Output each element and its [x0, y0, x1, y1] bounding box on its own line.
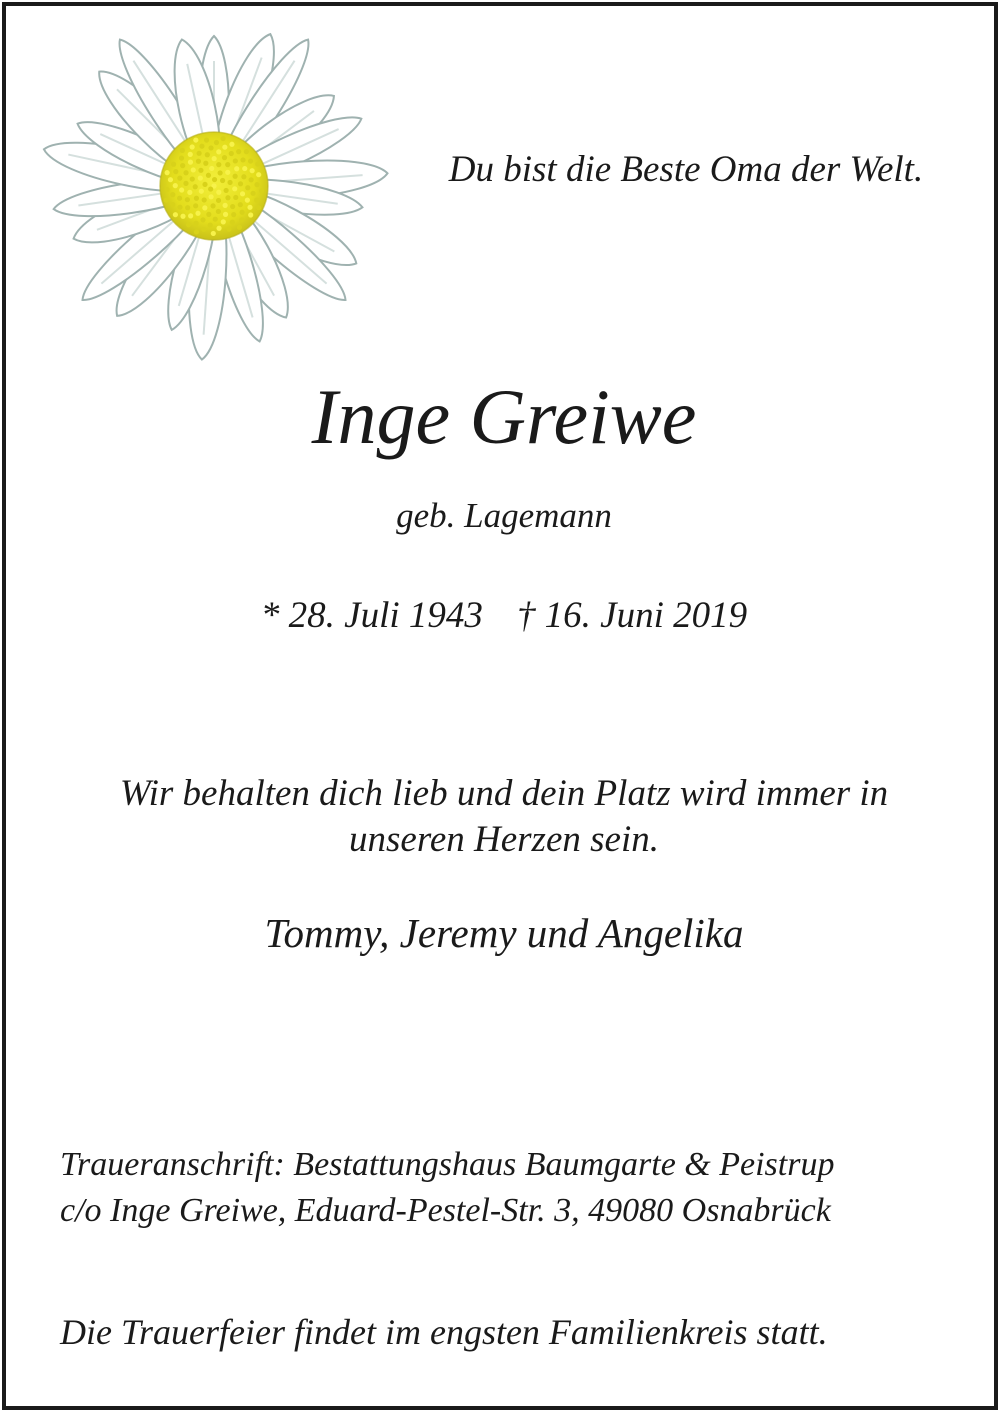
daisy-floret	[216, 190, 221, 195]
daisy-floret	[225, 195, 230, 200]
daisy-floret	[188, 213, 193, 218]
daisy-floret	[186, 222, 191, 227]
daisy-floret	[187, 190, 192, 195]
daisy-floret	[170, 202, 175, 207]
mourners-names: Tommy, Jeremy und Angelika	[264, 910, 744, 956]
maiden-name: geb. Lagemann	[396, 496, 612, 535]
daisy-floret	[240, 157, 245, 162]
motto-text: Du bist die Beste Oma der Welt.	[448, 149, 924, 190]
daisy-floret	[183, 181, 188, 186]
daisy-floret	[259, 188, 264, 193]
daisy-floret	[177, 205, 182, 210]
daisy-floret	[180, 214, 185, 219]
daisy-floret	[256, 205, 261, 210]
daisy-floret	[209, 166, 214, 171]
daisy-floret	[230, 204, 235, 209]
daisy-floret	[202, 197, 207, 202]
daisy-floret	[248, 212, 253, 217]
daisy-floret	[168, 177, 173, 182]
daisy-floret	[194, 221, 199, 226]
daisy-floret	[194, 229, 199, 234]
daisy-floret	[208, 145, 213, 150]
daisy-floret	[222, 145, 227, 150]
daisy-floret	[212, 177, 217, 182]
daisy-floret	[214, 140, 219, 145]
daisy-floret	[245, 185, 250, 190]
birth-date: * 28. Juli 1943	[260, 595, 483, 636]
death-date: † 16. Juni 2019	[516, 595, 748, 636]
obituary-frame	[2, 2, 998, 1410]
daisy-floret	[231, 212, 236, 217]
daisy-floret	[208, 222, 213, 227]
daisy-icon	[34, 24, 394, 369]
daisy-floret	[179, 155, 184, 160]
daisy-floret	[206, 173, 211, 178]
daisy-floret	[200, 217, 205, 222]
daisy-floret	[244, 149, 249, 154]
daisy-floret	[193, 184, 198, 189]
daisy-floret	[188, 160, 193, 165]
daisy-floret	[210, 203, 215, 208]
daisy-floret	[222, 155, 227, 160]
daisy-floret	[173, 169, 178, 174]
daisy-floret	[205, 152, 210, 157]
daisy-floret	[216, 226, 221, 231]
address-line: Traueranschrift: Bestattungshaus Baumgarte & Peistrup	[60, 1146, 835, 1183]
daisy-floret	[233, 158, 238, 163]
daisy-floret	[190, 176, 195, 181]
daisy-floret	[216, 162, 221, 167]
daisy-floret	[241, 174, 246, 179]
ceremony-note: Die Trauerfeier findet im engsten Familienkreis statt.	[60, 1312, 828, 1352]
daisy-floret	[171, 162, 176, 167]
daisy-floret	[225, 170, 230, 175]
daisy-floret	[204, 137, 209, 142]
daisy-floret	[195, 211, 200, 216]
daisy-floret	[199, 189, 204, 194]
daisy-floret	[196, 159, 201, 164]
daisy-floret	[250, 168, 255, 173]
daisy-floret	[165, 187, 170, 192]
daisy-floret	[177, 196, 182, 201]
daisy-floret	[179, 187, 184, 192]
daisy-floret	[226, 227, 231, 232]
daisy-floret	[224, 188, 229, 193]
deceased-name: Inge Greiwe	[311, 373, 697, 460]
daisy-floret	[237, 225, 242, 230]
daisy-floret	[198, 175, 203, 180]
daisy-floret	[170, 192, 175, 197]
daisy-floret	[233, 195, 238, 200]
daisy-floret	[212, 156, 217, 161]
daisy-floret	[238, 202, 243, 207]
daisy-floret	[216, 198, 221, 203]
daisy-floret	[225, 162, 230, 167]
daisy-floret	[256, 172, 261, 177]
daisy-floret	[206, 212, 211, 217]
daisy-floret	[255, 161, 260, 166]
daisy-floret	[202, 205, 207, 210]
daisy-floret	[191, 167, 196, 172]
daisy-floret	[234, 166, 239, 171]
daisy-floret	[185, 205, 190, 210]
condolence-address	[60, 1142, 980, 1234]
daisy-floret	[177, 176, 182, 181]
daisy-floret	[245, 198, 250, 203]
daisy-floret	[185, 197, 190, 202]
daisy-floret	[221, 136, 226, 141]
daisy-floret	[211, 231, 216, 236]
daisy-floret	[208, 186, 213, 191]
daisy-floret	[198, 168, 203, 173]
daisy-floret	[193, 137, 198, 142]
daisy-floret	[173, 183, 178, 188]
daisy-floret	[180, 163, 185, 168]
daisy-floret	[229, 151, 234, 156]
daisy-floret	[216, 149, 221, 154]
daisy-floret	[221, 219, 226, 224]
daisy-floret	[254, 182, 259, 187]
daisy-floret	[196, 151, 201, 156]
daisy-floret	[180, 148, 185, 153]
verse-line: Wir behalten dich lieb und dein Platz wird immer in	[119, 773, 889, 814]
memorial-verse	[6, 771, 1000, 863]
daisy-floret	[223, 212, 228, 217]
address-line: c/o Inge Greiwe, Eduard-Pestel-Str. 3, 49080 Osnabrück	[60, 1192, 831, 1229]
daisy-floret	[239, 217, 244, 222]
daisy-floret	[209, 194, 214, 199]
daisy-floret	[242, 166, 247, 171]
daisy-floret	[220, 178, 225, 183]
daisy-floret	[248, 158, 253, 163]
daisy-floret	[232, 186, 237, 191]
daisy-floret	[199, 144, 204, 149]
daisy-floret	[183, 170, 188, 175]
daisy-floret	[165, 170, 170, 175]
daisy-floret	[190, 144, 195, 149]
daisy-floret	[164, 198, 169, 203]
daisy-floret	[233, 174, 238, 179]
life-dates	[6, 594, 1000, 637]
daisy-floret	[216, 209, 221, 214]
daisy-floret	[213, 217, 218, 222]
daisy-floret	[203, 161, 208, 166]
verse-line: unseren Herzen sein.	[349, 819, 659, 860]
daisy-floret	[193, 203, 198, 208]
daisy-floret	[254, 197, 259, 202]
daisy-floret	[202, 182, 207, 187]
daisy-floret	[194, 196, 199, 201]
daisy-floret	[227, 180, 232, 185]
daisy-floret	[249, 177, 254, 182]
daisy-floret	[223, 203, 228, 208]
daisy-floret	[236, 149, 241, 154]
daisy-floret	[173, 212, 178, 217]
daisy-floret	[218, 170, 223, 175]
daisy-floret	[240, 210, 245, 215]
daisy-floret	[247, 205, 252, 210]
daisy-floret	[201, 227, 206, 232]
daisy-floret	[188, 152, 193, 157]
daisy-floret	[229, 142, 234, 147]
daisy-floret	[240, 191, 245, 196]
daisy-floret	[230, 220, 235, 225]
daisy-floret	[251, 191, 256, 196]
daisy-floret	[238, 181, 243, 186]
